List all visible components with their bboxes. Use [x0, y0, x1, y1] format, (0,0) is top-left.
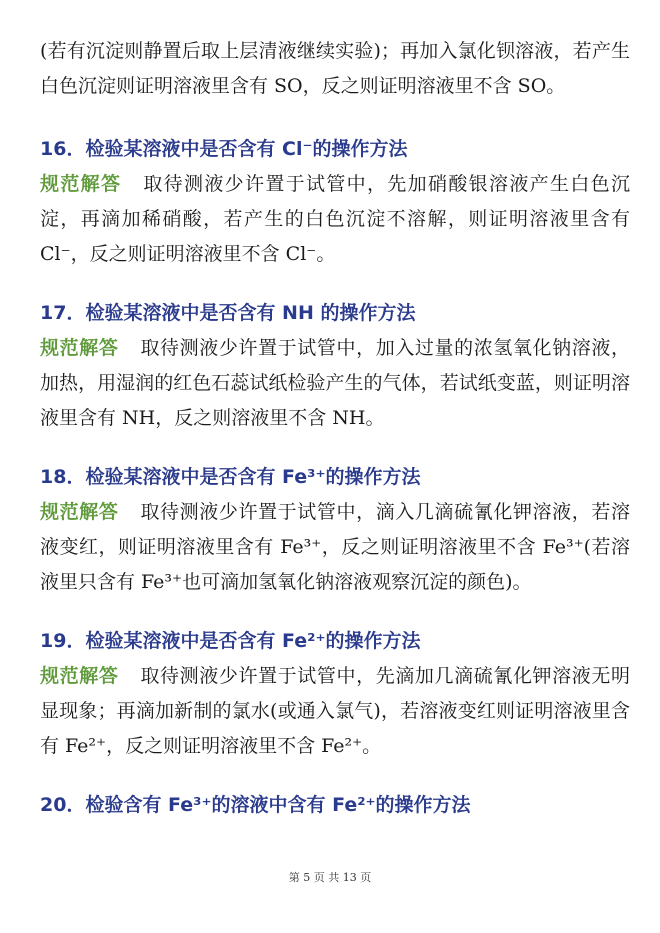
section-heading: 19．检验某溶液中是否含有 Fe²⁺的操作方法: [40, 630, 421, 652]
answer-label: 规范解答: [40, 665, 119, 687]
section-heading: 20．检验含有 Fe³⁺的溶液中含有 Fe²⁺的操作方法: [40, 794, 471, 816]
answer-text: 取待测液少许置于试管中，先加硝酸银溶液产生白色沉淀，再滴加稀硝酸，若产生的白色沉淀不溶解，则证明溶液里含有 Cl⁻，反之则证明溶液里不含 Cl⁻。: [40, 173, 630, 265]
answer-text: 取待测液少许置于试管中，滴入几滴硫氰化钾溶液，若溶液变红，则证明溶液里含有 Fe³⁺，反之则证明溶液里不含 Fe³⁺(若溶液里只含有 Fe³⁺也可滴加氢氧化钠溶液观察沉淀的颜色)。: [40, 501, 630, 593]
section-16: [40, 132, 630, 272]
section-18: [40, 460, 630, 600]
section-17: [40, 296, 630, 436]
section-heading: 18．检验某溶液中是否含有 Fe³⁺的操作方法: [40, 466, 421, 488]
section-answer: [40, 167, 630, 272]
answer-label: 规范解答: [40, 501, 119, 523]
answer-label: 规范解答: [40, 173, 122, 195]
section-19: [40, 624, 630, 764]
document-page: [40, 34, 630, 847]
section-answer: [40, 659, 630, 764]
page-number: 第 5 页 共 13 页: [288, 871, 372, 884]
section-heading: 16．检验某溶液中是否含有 Cl⁻的操作方法: [40, 138, 408, 160]
answer-text: 取待测液少许置于试管中，先滴加几滴硫氰化钾溶液无明显现象；再滴加新制的氯水(或通入氯气)，若溶液变红则证明溶液里含有 Fe²⁺，反之则证明溶液里不含 Fe²⁺。: [40, 665, 630, 757]
section-20: [40, 788, 630, 823]
answer-text: 取待测液少许置于试管中，加入过量的浓氢氧化钠溶液，加热，用湿润的红色石蕊试纸检验产生的气体，若试纸变蓝，则证明溶液里含有 NH，反之则溶液里不含 NH。: [40, 337, 630, 429]
section-answer: [40, 495, 630, 600]
answer-label: 规范解答: [40, 337, 119, 359]
intro-paragraph: (若有沉淀则静置后取上层清液继续实验)；再加入氯化钡溶液，若产生白色沉淀则证明溶液里含有 SO，反之则证明溶液里不含 SO。: [40, 40, 630, 97]
section-answer: [40, 331, 630, 436]
section-heading: 17．检验某溶液中是否含有 NH 的操作方法: [40, 302, 416, 324]
